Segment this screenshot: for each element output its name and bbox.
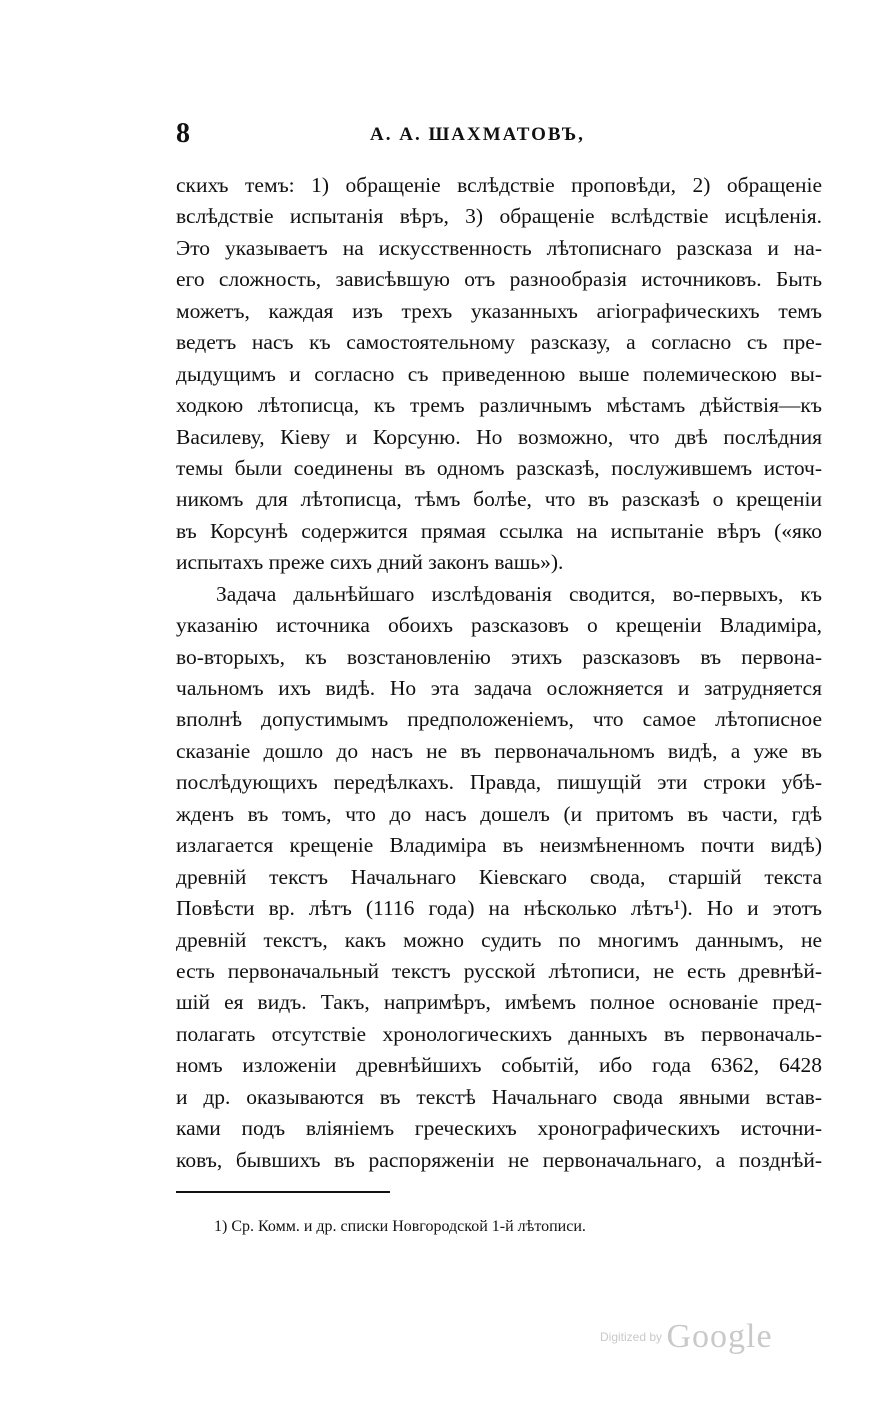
watermark-prefix: Digitized by [600,1330,663,1344]
text-line: во-вторыхъ, къ возстановленію этихъ разсказовъ въ первона- [176,644,822,669]
google-logo: Google [666,1318,773,1355]
text-line: дыдущимъ и согласно съ приведенною выше полемическою вы- [176,361,822,386]
text-line: Задача дальнѣйшаго изслѣдованія сводится, во-первыхъ, къ [216,581,822,606]
text-line: Василеву, Кіеву и Корсуню. Но возможно, что двѣ послѣдния [176,424,822,449]
running-head: А. А. ШАХМАТОВЪ, [370,124,585,145]
text-line: испытахъ преже сихъ дний законъ вашь»). [176,550,564,575]
text-line: послѣдующихъ передѣлкахъ. Правда, пишущій эти строки убѣ- [176,770,822,795]
text-line: Повѣсти вр. лѣтъ (1116 года) на нѣсколько лѣтъ¹). Но и этотъ [176,896,822,921]
text-line: жденъ въ томъ, что до насъ дошелъ (и притомъ въ части, гдѣ [176,801,822,826]
text-line: сказаніе дошло до насъ не въ первоначальномъ видѣ, а уже въ [176,738,822,763]
text-line: ходкою лѣтописца, къ тремъ различнымъ мѣстамъ дѣйствія—къ [176,393,822,418]
text-line: чальномъ ихъ видѣ. Но эта задача осложняется и затрудняется [176,676,822,700]
text-line: темы были соединены въ одномъ разсказѣ, послужившемъ источ- [176,455,822,480]
text-line: указанію источника обоихъ разсказовъ о крещеніи Владиміра, [176,613,822,638]
text-line: древній текстъ Начальнаго Кіевскаго свода, старшій текста [176,864,822,889]
text-line: шій ея видъ. Такъ, напримѣръ, имѣемъ полное основаніе пред- [176,990,822,1015]
footnote: 1) Ср. Комм. и др. списки Новгородской 1-й лѣтописи. [214,1218,586,1235]
text-line: есть первоначальный текстъ русской лѣтописи, не есть древнѣй- [176,958,822,983]
text-line: въ Корсунѣ содержится прямая ссылка на испытаніе вѣръ («яко [176,518,822,543]
text-line: и др. оказываются въ текстѣ Начальнаго свода явными встав- [176,1084,822,1109]
text-line: никомъ для лѣтописца, тѣмъ болѣе, что въ разсказѣ о крещеніи [176,487,822,512]
text-line: вполнѣ допустимымъ предположеніемъ, что самое лѣтописное [176,707,822,732]
text-line: номъ изложеніи древнѣйшихъ событій, ибо года 6362, 6428 [176,1053,822,1078]
body-text [176,170,822,1176]
text-line: ковъ, бывшихъ въ распоряженіи не первоначальнаго, а позднѣй- [176,1147,822,1172]
text-line: скихъ темъ: 1) обращеніе вслѣдствіе проповѣди, 2) обращеніе [176,173,822,197]
watermark [600,1318,773,1356]
text-line: ками подъ вліяніемъ греческихъ хронографическихъ источни- [176,1116,822,1141]
text-line: вслѣдствіе испытанія вѣръ, 3) обращеніе вслѣдствіе исцѣленія. [176,204,822,229]
text-line: его сложность, зависѣвшую отъ разнообразія источниковъ. Быть [176,267,822,292]
text-line: Это указываетъ на искусственность лѣтописнаго разсказа и на- [176,235,822,260]
text-line: полагать отсутствіе хронологическихъ данныхъ въ первоначаль- [176,1021,822,1046]
text-line: древній текстъ, какъ можно судить по многимъ даннымъ, не [176,927,822,952]
text-line: ведетъ насъ къ самостоятельному разсказу, а согласно съ пре- [176,330,822,355]
footnote-rule [176,1191,390,1193]
text-line: можетъ, каждая изъ трехъ указанныхъ агіографическихъ темъ [176,298,822,323]
page-number: 8 [176,118,190,149]
text-line: излагается крещеніе Владиміра въ неизмѣненномъ почти видѣ) [176,833,822,858]
